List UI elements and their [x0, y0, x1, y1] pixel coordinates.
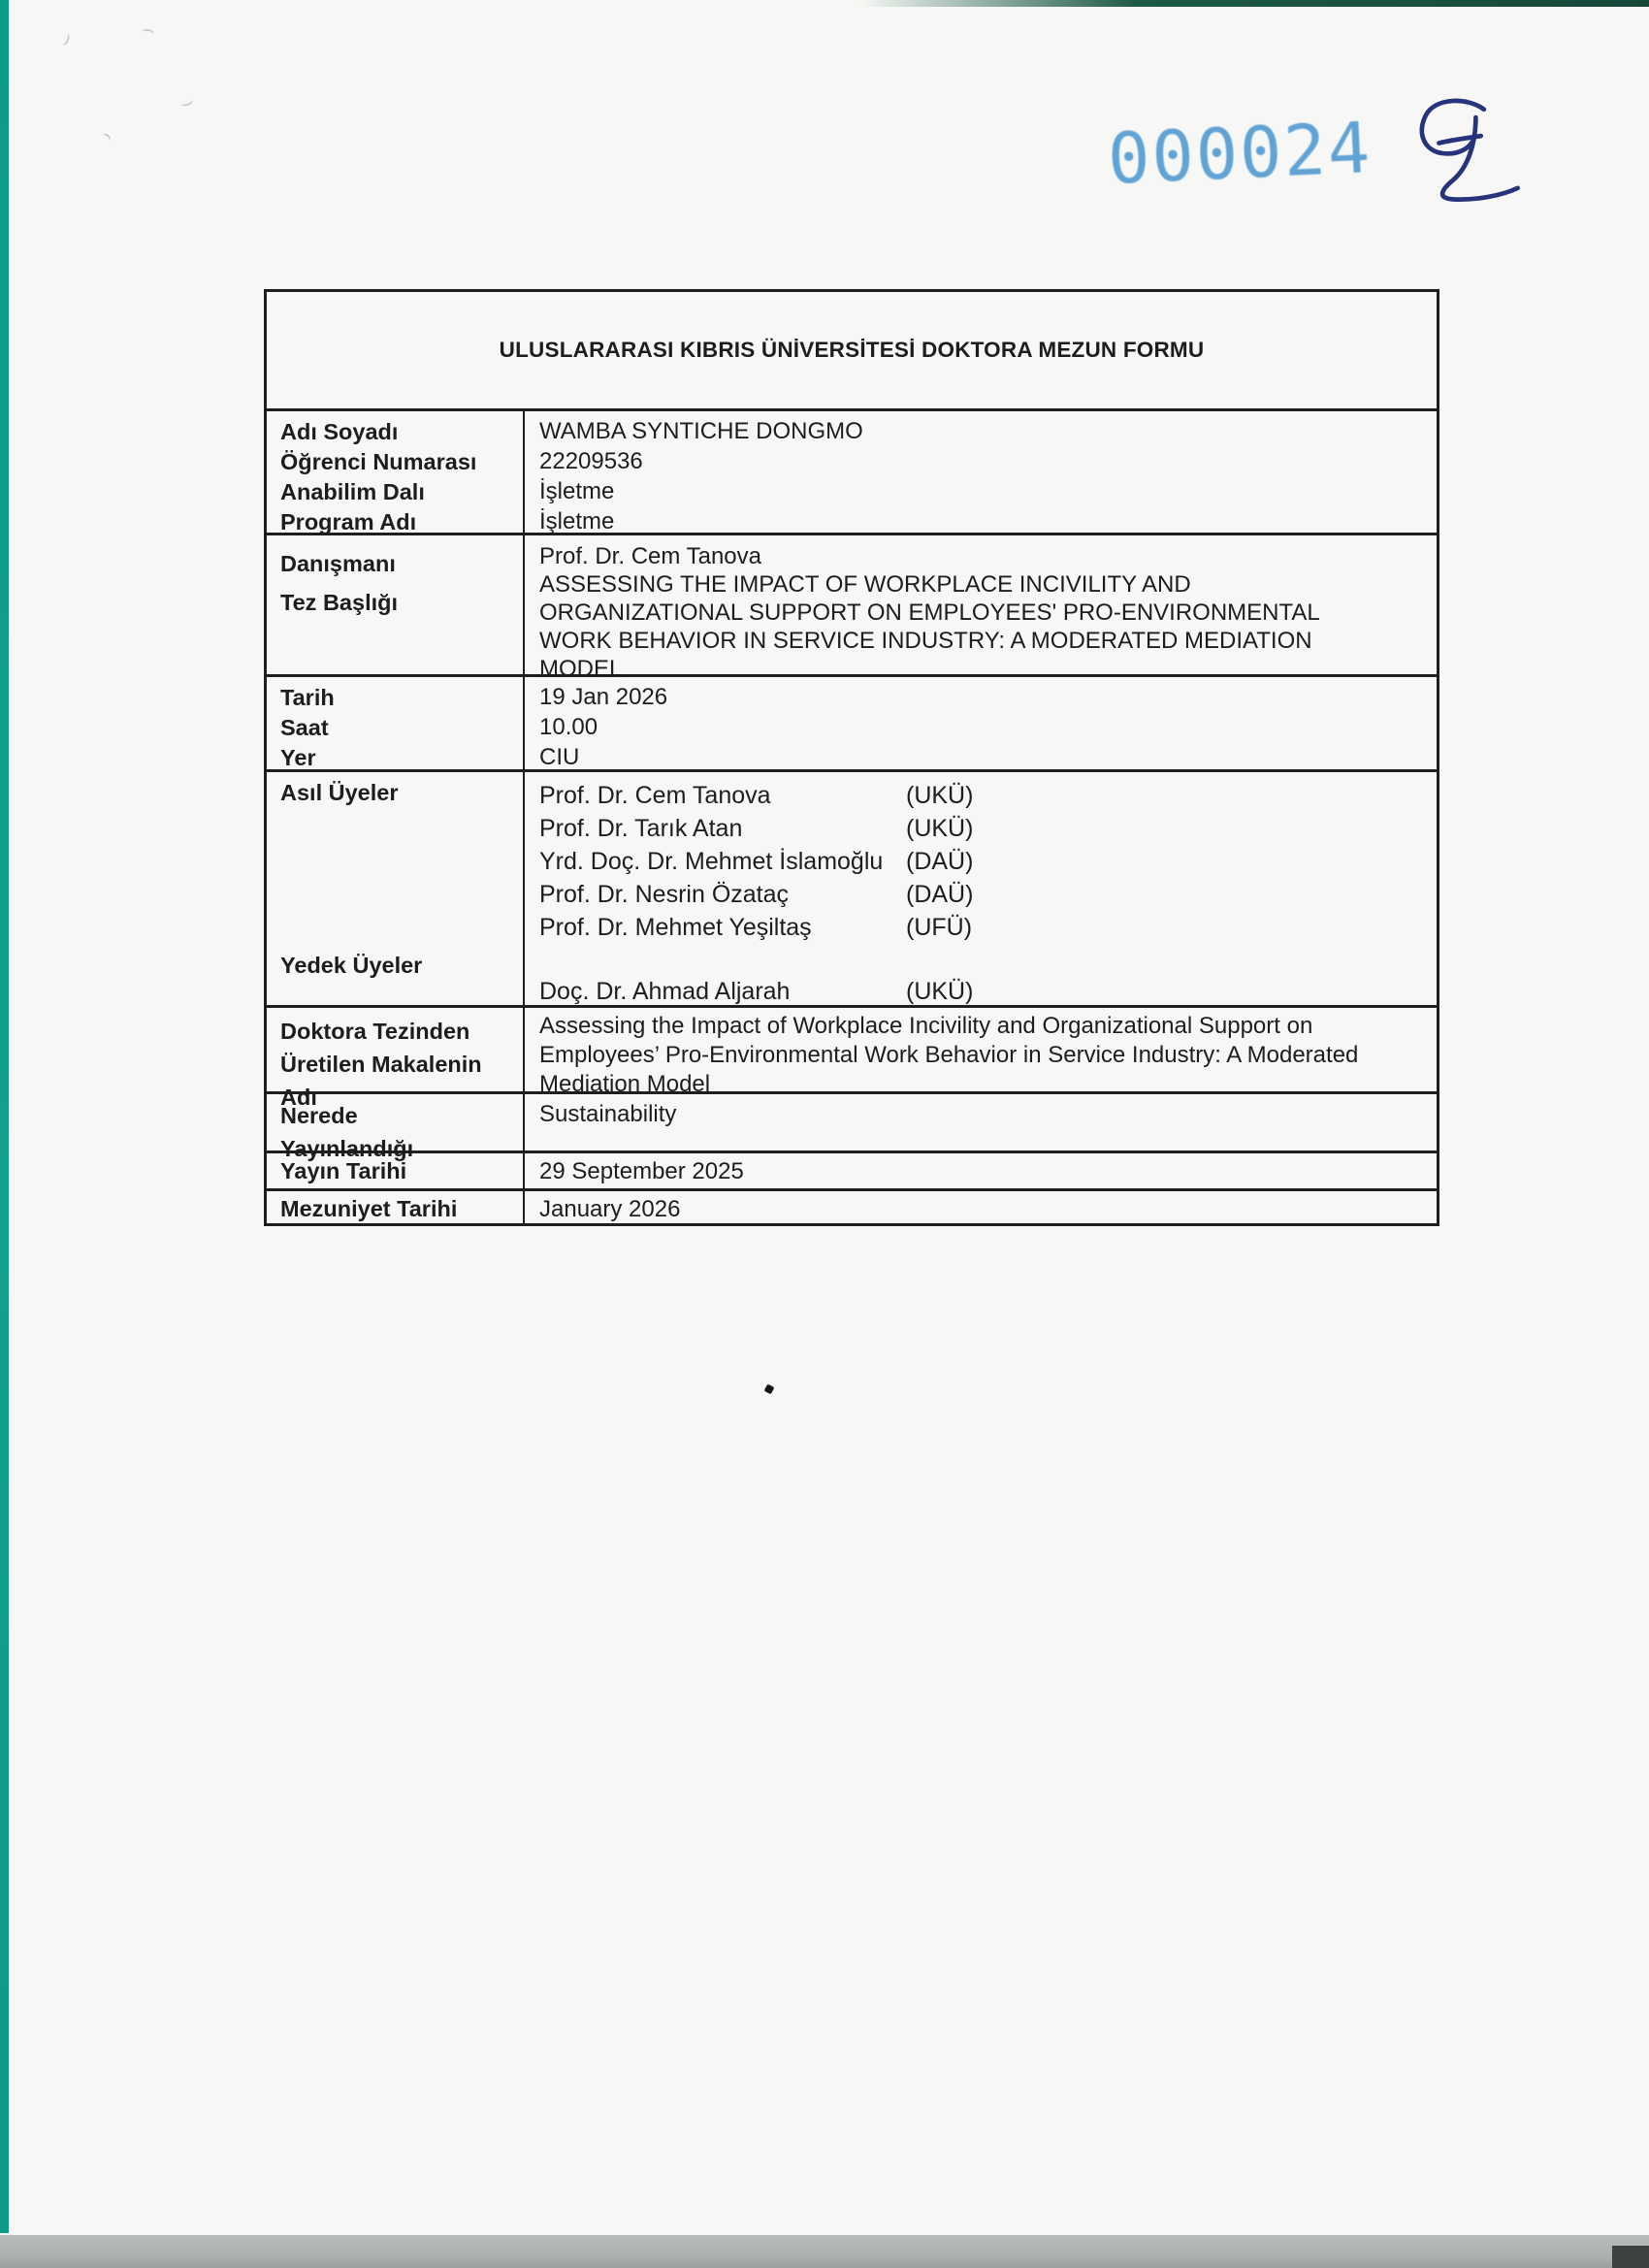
committee-labels — [267, 772, 525, 1005]
label-date: Tarih — [280, 685, 335, 710]
label-thesis-title: Tez Başlığı — [280, 590, 399, 615]
member-name: Prof. Dr. Tarık Atan — [539, 815, 743, 842]
committee-members — [525, 772, 1437, 1005]
member-affiliation: (UKÜ) — [906, 978, 974, 1005]
thesis-title-line: ASSESSING THE IMPACT OF WORKPLACE INCIVILITY AND — [539, 571, 1191, 598]
scan-speck — [179, 95, 194, 108]
program-name: İşletme — [539, 508, 615, 535]
publication-date-row — [267, 1150, 1437, 1188]
student-name: WAMBA SYNTICHE DONGMO — [539, 418, 863, 444]
label-substitute-members: Yedek Üyeler — [280, 953, 423, 978]
thesis-title-line: ORGANIZATIONAL SUPPORT ON EMPLOYEES' PRO-ENVIRONMENTAL — [539, 599, 1320, 626]
signature-scribble — [1375, 95, 1523, 210]
scan-edge-top-green — [858, 0, 1649, 7]
member-affiliation: (DAÜ) — [906, 881, 974, 908]
scan-edge-bottom-gray — [0, 2235, 1649, 2268]
member-name: Prof. Dr. Nesrin Özataç — [539, 881, 790, 908]
label-department: Anabilim Dalı — [280, 479, 425, 504]
committee-member — [539, 878, 1425, 911]
scan-edge-left-teal — [0, 0, 9, 2233]
member-affiliation: (UKÜ) — [906, 782, 974, 809]
article-title — [525, 1008, 1437, 1097]
label-published-line: Nerede — [280, 1103, 358, 1128]
committee-substitute-member — [539, 975, 1425, 1008]
label-student-number: Öğrenci Numarası — [280, 449, 477, 474]
advisor-thesis-labels — [267, 535, 525, 674]
article-title-line: Assessing the Impact of Workplace Incivility and Organizational Support on — [539, 1013, 1313, 1039]
published-in-labels — [267, 1094, 525, 1161]
member-list-gap — [539, 944, 1425, 975]
graduation-form-table — [264, 289, 1439, 1226]
label-article-line: Doktora Tezinden — [280, 1019, 470, 1044]
label-place: Yer — [280, 745, 316, 770]
label-name: Adı Soyadı — [280, 419, 399, 444]
article-row — [267, 1005, 1437, 1110]
graduation-date-row — [267, 1188, 1437, 1223]
article-title-line: Employees’ Pro-Environmental Work Behavior in Service Industry: A Moderated — [539, 1042, 1359, 1068]
label-article-line: Üretilen Makalenin Adı — [280, 1052, 482, 1110]
publication-date: 29 September 2025 — [539, 1158, 744, 1184]
defense-date: 19 Jan 2026 — [539, 684, 668, 710]
label-program: Program Adı — [280, 509, 417, 535]
label-published-line: Yayınlandığı — [280, 1136, 414, 1161]
department-name: İşletme — [539, 478, 615, 504]
defense-time: 10.00 — [539, 714, 598, 740]
committee-member — [539, 812, 1425, 845]
label-main-members: Asıl Üyeler — [280, 780, 399, 805]
label-publication-date: Yayın Tarihi — [267, 1153, 525, 1188]
scan-edge-corner-dark — [1612, 2246, 1649, 2268]
scan-speck — [99, 132, 112, 145]
member-name: Prof. Dr. Mehmet Yeşiltaş — [539, 914, 812, 941]
student-info-row — [267, 408, 1437, 533]
label-graduation-date: Mezuniyet Tarihi — [267, 1191, 525, 1223]
advisor-thesis-row — [267, 533, 1437, 682]
committee-member — [539, 845, 1425, 878]
article-labels — [267, 1008, 525, 1110]
journal-name: Sustainability — [539, 1101, 677, 1127]
member-name: Prof. Dr. Cem Tanova — [539, 782, 771, 809]
label-advisor: Danışmanı — [280, 551, 396, 576]
thesis-title-line: MODEL — [539, 656, 623, 682]
signature-tail — [1442, 117, 1517, 199]
defense-labels — [267, 677, 525, 769]
label-time: Saat — [280, 715, 329, 740]
article-title-line: Mediation Model — [539, 1071, 711, 1097]
member-name: Doç. Dr. Ahmad Aljarah — [539, 978, 791, 1005]
student-number: 22209536 — [539, 448, 643, 474]
form-title-row — [267, 292, 1437, 408]
scan-speck — [58, 32, 72, 48]
committee-member — [539, 779, 1425, 812]
student-info-labels — [267, 411, 525, 533]
committee-row — [267, 769, 1437, 1005]
scan-speck — [141, 28, 154, 39]
defense-place: CIU — [539, 744, 580, 770]
advisor-name: Prof. Dr. Cem Tanova — [539, 543, 761, 569]
published-in-value — [525, 1094, 1437, 1150]
student-info-values — [525, 411, 1437, 533]
committee-member — [539, 911, 1425, 944]
form-title: ULUSLARARASI KIBRIS ÜNİVERSİTESİ DOKTORA MEZUN FORMU — [499, 338, 1205, 362]
stamp-number: 000024 — [1106, 107, 1374, 200]
graduation-date: January 2026 — [539, 1196, 681, 1222]
member-affiliation: (UFÜ) — [906, 914, 973, 941]
published-in-row — [267, 1091, 1437, 1161]
ink-speck-dot — [764, 1384, 775, 1395]
defense-values — [525, 677, 1437, 769]
advisor-thesis-values — [525, 535, 1437, 682]
member-name: Yrd. Doç. Dr. Mehmet İslamoğlu — [539, 848, 884, 875]
thesis-title-line: WORK BEHAVIOR IN SERVICE INDUSTRY: A MODERATED MEDIATION — [539, 628, 1312, 654]
member-affiliation: (UKÜ) — [906, 815, 974, 842]
member-affiliation: (DAÜ) — [906, 848, 974, 875]
defense-info-row — [267, 674, 1437, 769]
